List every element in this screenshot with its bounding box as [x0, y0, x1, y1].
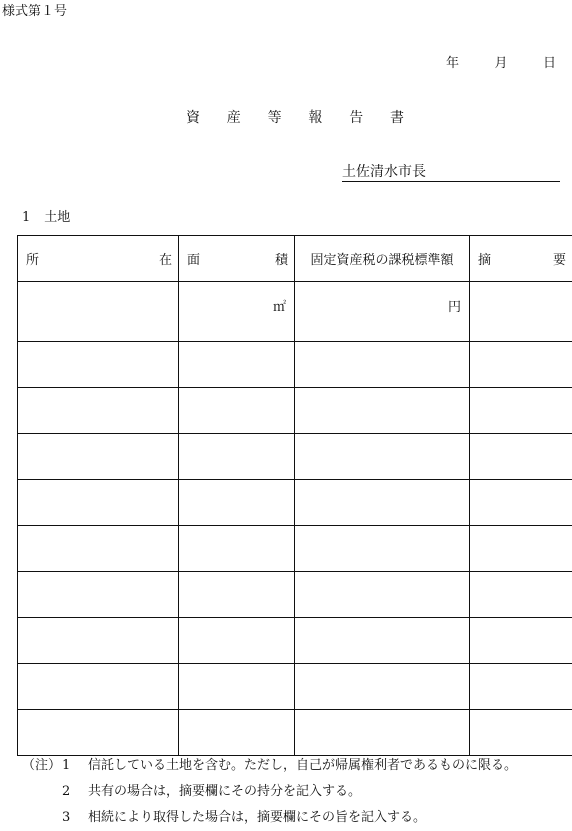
tax-standard-cell[interactable] [295, 434, 470, 480]
title-char: 資 [186, 107, 200, 127]
area-cell[interactable] [179, 342, 295, 388]
area-cell[interactable] [179, 618, 295, 664]
land-table [17, 235, 572, 756]
remarks-cell[interactable] [470, 480, 572, 526]
location-cell[interactable] [18, 710, 179, 756]
section-label: 土地 [44, 210, 70, 225]
area-cell[interactable] [179, 572, 295, 618]
form-number: 様式第１号 [2, 0, 67, 19]
note-item [22, 779, 517, 805]
year-label: 年 [446, 52, 459, 71]
tax-standard-cell[interactable] [295, 572, 470, 618]
table-row [18, 710, 572, 756]
area-cell[interactable] [179, 480, 295, 526]
location-cell[interactable] [18, 526, 179, 572]
remarks-cell[interactable] [470, 526, 572, 572]
table-row [18, 526, 572, 572]
table-row [18, 282, 572, 342]
location-cell[interactable] [18, 282, 179, 342]
location-cell[interactable] [18, 572, 179, 618]
note-number: 3 [62, 805, 88, 831]
table-row [18, 572, 572, 618]
addressee: 土佐清水市長 [342, 164, 560, 182]
location-cell[interactable] [18, 342, 179, 388]
title-char: 書 [390, 107, 404, 127]
section-number: 1 [22, 210, 30, 225]
note-text: 共有の場合は，摘要欄にその持分を記入する。 [88, 779, 361, 805]
area-cell[interactable] [179, 710, 295, 756]
title-char: 報 [308, 107, 322, 127]
area-cell[interactable] [179, 282, 295, 342]
remarks-cell[interactable] [470, 342, 572, 388]
table-row [18, 618, 572, 664]
tax-standard-cell[interactable] [295, 664, 470, 710]
table-row [18, 434, 572, 480]
tax-standard-cell[interactable] [295, 282, 470, 342]
header-area: 面 積 [179, 236, 295, 282]
location-cell[interactable] [18, 664, 179, 710]
day-label: 日 [543, 52, 556, 71]
note-item [22, 805, 517, 831]
note-text: 相続により取得した場合は，摘要欄にその旨を記入する。 [88, 805, 426, 831]
tax-standard-cell[interactable] [295, 710, 470, 756]
remarks-cell[interactable] [470, 664, 572, 710]
header-location: 所 在 [18, 236, 179, 282]
location-cell[interactable] [18, 434, 179, 480]
area-cell[interactable] [179, 664, 295, 710]
note-number: 1 [62, 753, 88, 779]
remarks-cell[interactable] [470, 388, 572, 434]
yen-unit: 円 [448, 296, 469, 315]
area-cell[interactable] [179, 388, 295, 434]
title-char: 等 [268, 107, 282, 127]
table-row [18, 664, 572, 710]
table-header-row [18, 236, 572, 282]
table-row [18, 342, 572, 388]
location-cell[interactable] [18, 388, 179, 434]
location-cell[interactable] [18, 480, 179, 526]
note-text: 信託している土地を含む。ただし，自己が帰属権利者であるものに限る。 [88, 753, 517, 779]
tax-standard-cell[interactable] [295, 480, 470, 526]
document-title [186, 107, 404, 127]
header-remarks: 摘 要 [470, 236, 572, 282]
notes [22, 753, 517, 831]
remarks-cell[interactable] [470, 434, 572, 480]
area-cell[interactable] [179, 434, 295, 480]
table-row [18, 388, 572, 434]
area-cell[interactable] [179, 526, 295, 572]
area-unit: ㎡ [273, 296, 294, 315]
title-char: 産 [227, 107, 241, 127]
tax-standard-cell[interactable] [295, 526, 470, 572]
note-item [22, 753, 517, 779]
table-row [18, 480, 572, 526]
section-heading [22, 206, 70, 225]
date-line [446, 52, 556, 71]
tax-standard-cell[interactable] [295, 388, 470, 434]
remarks-cell[interactable] [470, 618, 572, 664]
title-char: 告 [349, 107, 363, 127]
remarks-cell[interactable] [470, 710, 572, 756]
month-label: 月 [494, 52, 507, 71]
remarks-cell[interactable] [470, 572, 572, 618]
tax-standard-cell[interactable] [295, 342, 470, 388]
remarks-cell[interactable] [470, 282, 572, 342]
location-cell[interactable] [18, 618, 179, 664]
tax-standard-cell[interactable] [295, 618, 470, 664]
header-tax-standard: 固定資産税の課税標準額 [295, 236, 470, 282]
note-prefix: （注） [22, 753, 62, 779]
note-number: 2 [62, 779, 88, 805]
